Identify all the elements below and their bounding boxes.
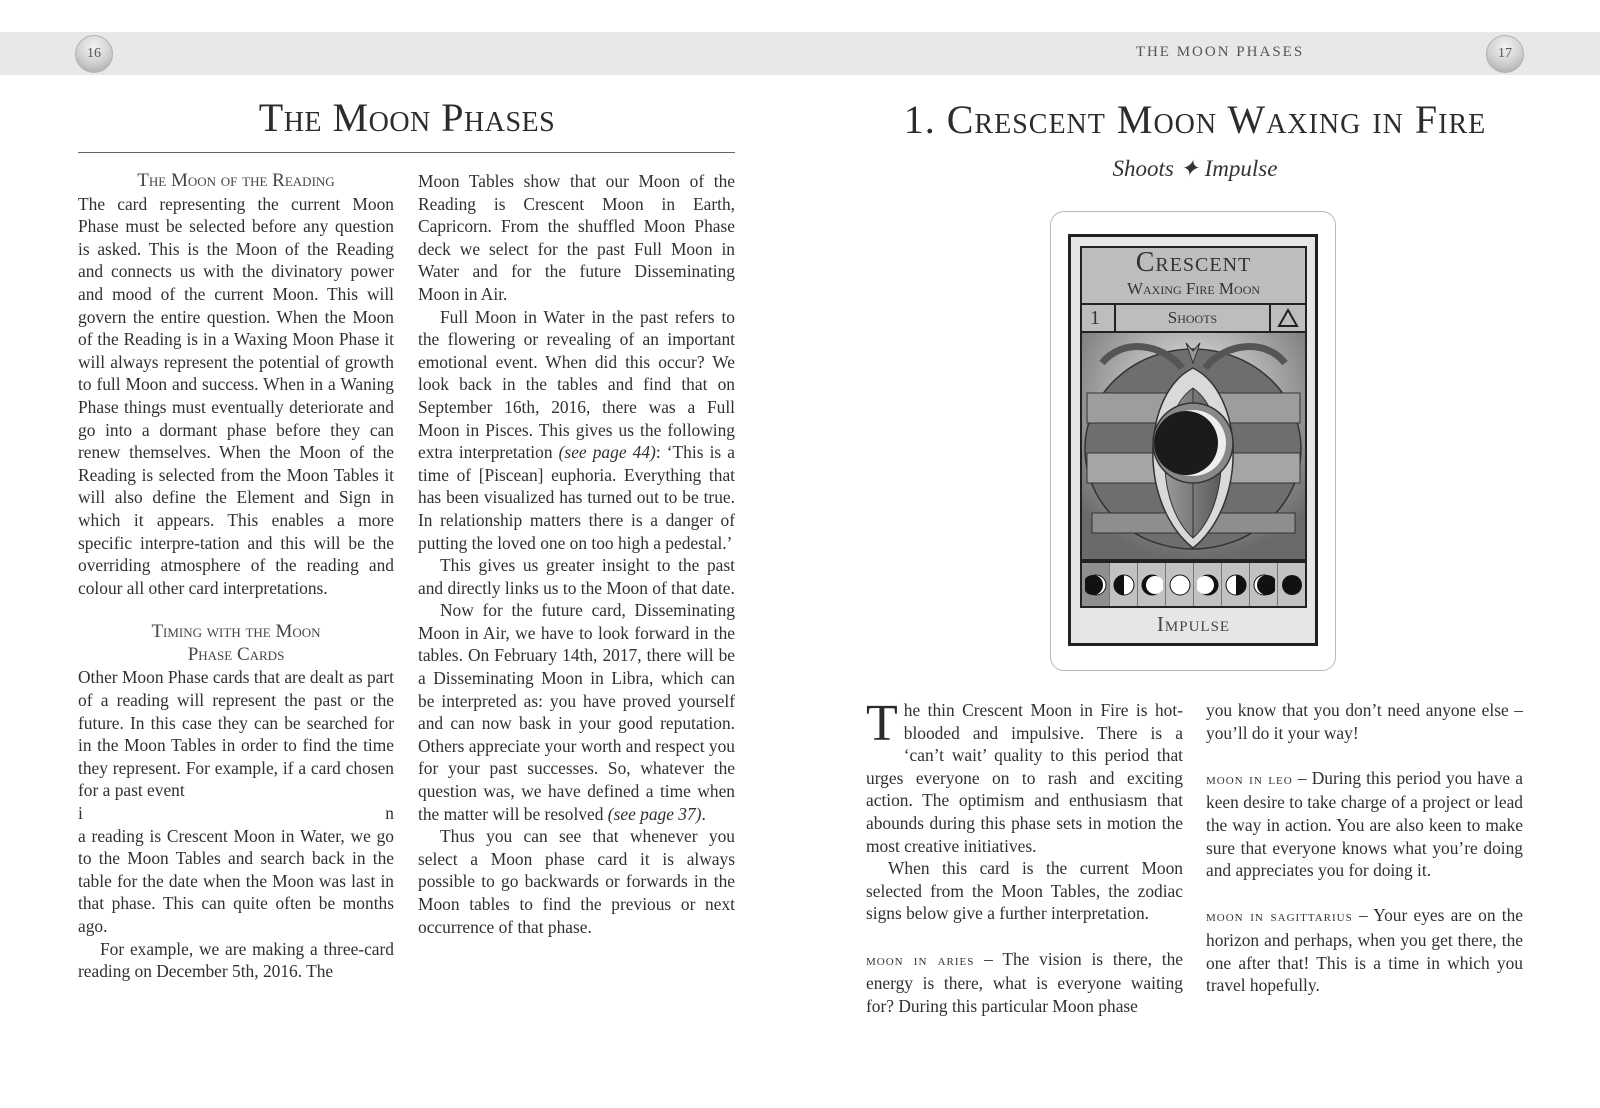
new-moon-icon (1278, 563, 1305, 606)
paragraph: Thus you can see that whenever you select a Moon phase card it is always possible to go backwards or forwards in the Moon tables to find the previous or next occurrence of that phase. (418, 826, 735, 937)
card-number: 1 (1082, 305, 1116, 331)
paragraph: The card representing the current Moon Phase must be selected before any question is asked. This is the Moon of the Reading and connects us with the divinatory power and mood of the current Moon. This will govern the entire question. When the Moon of the Reading is in a Waxing Moon Phase it will always represent the potential of growth to full Moon and success. When in a Waning Phase things must eventually deteriorate and go into a dormant phase before they can renew themselves. When the Moon of the Reading is selected from the Moon Tables it will also define the Element and Sign in which it appears. This enables a more specific interpre-tation and this will be the overriding atmosphere of the reading and colour all other card interpretations. (78, 193, 394, 598)
waning-crescent-icon (1250, 563, 1278, 606)
paragraph: When this card is the current Moon selected from the Moon Tables, the zodiac signs below give a further interpretation. (866, 858, 1183, 924)
page-number-right: 17 (1486, 35, 1524, 73)
paragraph: Moon Tables show that our Moon of the Reading is Crescent Moon in Earth, Capricorn. From the shuffled Moon Phase deck we select for the past Full Moon in Water and for the future Disseminating Moon in Air. (418, 171, 735, 304)
running-head: THE MOON PHASES (1135, 44, 1305, 60)
waxing-crescent-icon (1082, 563, 1110, 606)
paragraph: Other Moon Phase cards that are dealt as part of a reading will represent the past or the future. In this case they can be searched for in the Moon Tables in order to find the time they represent. For example, if a card chosen for a past event (78, 667, 394, 801)
page-reference: (see page 44) (558, 442, 656, 463)
subhead-moon-of-reading: The Moon of the Reading (137, 170, 335, 191)
paragraph: Full Moon in Water in the past refers to the flowering or revealing of an important emotional event. When did this occur? We look back in the tables and find that on September 16th, 2016, there was a Full Moon in Pisces. This gives us the following extra interpretation (see page 44): ‘This is a time of [Piscean] euphoria. Everything that has been visualized has turned out to be true. In relationship matters there is a danger of putting the loved one on too high a pedestal.’ (418, 306, 735, 553)
paragraph: you know that you don’t need anyone else – you’ll do it your way! (1206, 700, 1523, 743)
page-number-left: 16 (75, 35, 113, 73)
subhead-timing: Timing with the Moon Phase Cards (151, 621, 321, 665)
left-column-2 (418, 170, 735, 938)
right-column-1 (866, 695, 1183, 1017)
waxing-gibbous-icon (1138, 563, 1166, 606)
waning-gibbous-icon (1194, 563, 1222, 606)
full-moon-icon (1166, 563, 1194, 606)
last-quarter-icon (1222, 563, 1250, 606)
sign-entry-sagittarius: moon in sagittarius – Your eyes are on the horizon and perhaps, when you get there, the one after that! This is a time in which you travel hopefully. (1206, 905, 1524, 996)
first-quarter-icon (1110, 563, 1138, 606)
drop-cap: T (866, 695, 898, 752)
card-keywords: Shoots ✦ Impulse (1112, 156, 1278, 181)
right-page-title: 1. Crescent Moon Waxing in Fire (903, 97, 1487, 142)
card-keyword-top: Shoots (1116, 305, 1271, 331)
card-title-box: Crescent Waxing Fire Moon (1080, 246, 1307, 305)
paragraph: The thin Crescent Moon in Fire is hot-blooded and impulsive. There is a ‘can’t wait’ quality to this period that urges everyone on to rash and exciting action. The optimism and enthusiasm that abounds during this phase sets in motion the most creative initiatives. (866, 695, 1183, 856)
left-column-1 (78, 170, 394, 983)
title-divider (78, 152, 735, 153)
moon-phase-strip (1080, 561, 1307, 608)
paragraph: This gives us greater insight to the past and directly links us to the Moon of that date. (418, 555, 735, 598)
card-info-row (1080, 305, 1307, 333)
left-page-title: The Moon Phases (258, 95, 556, 140)
sign-entry-aries: moon in aries – The vision is there, the energy is there, what is everyone waiting for? During this particular Moon phase (866, 948, 1183, 1016)
sign-label: moon in sagittarius (1206, 909, 1353, 926)
spaced-line: i n (78, 803, 394, 824)
paragraph: a reading is Crescent Moon in Water, we go to the Moon Tables and search back in the table for the date when the Moon was last in that phase. This can quite often be months ago. (78, 825, 394, 936)
sign-label: moon in leo (1206, 771, 1293, 788)
page-reference: (see page 37) (607, 803, 702, 824)
paragraph: Now for the future card, Disseminating Moon in Air, we have to look forward in the tables. On February 14th, 2017, there will be a Disseminating Moon in Libra, which can be interpreted as: you have proved yourself and can now bask in your good reputation. Others appreciate your worth and respect you for your past successes. So, whatever the question was, we have defined a time when the matter will be resolved (see page 37). (418, 600, 735, 824)
right-column-2 (1206, 699, 1523, 997)
card-artwork (1080, 333, 1307, 561)
fire-triangle-icon (1271, 305, 1305, 331)
card-keyword-bottom: Impulse (1156, 612, 1231, 636)
sign-entry-leo: moon in leo – During this period you have a keen desire to take charge of a project or lead the way in action. You are also keen to make sure that everyone knows what you’re doing and appreciates you for doing it. (1206, 767, 1523, 881)
paragraph: For example, we are making a three-card reading on December 5th, 2016. The (78, 938, 394, 982)
sign-label: moon in aries (866, 952, 975, 969)
